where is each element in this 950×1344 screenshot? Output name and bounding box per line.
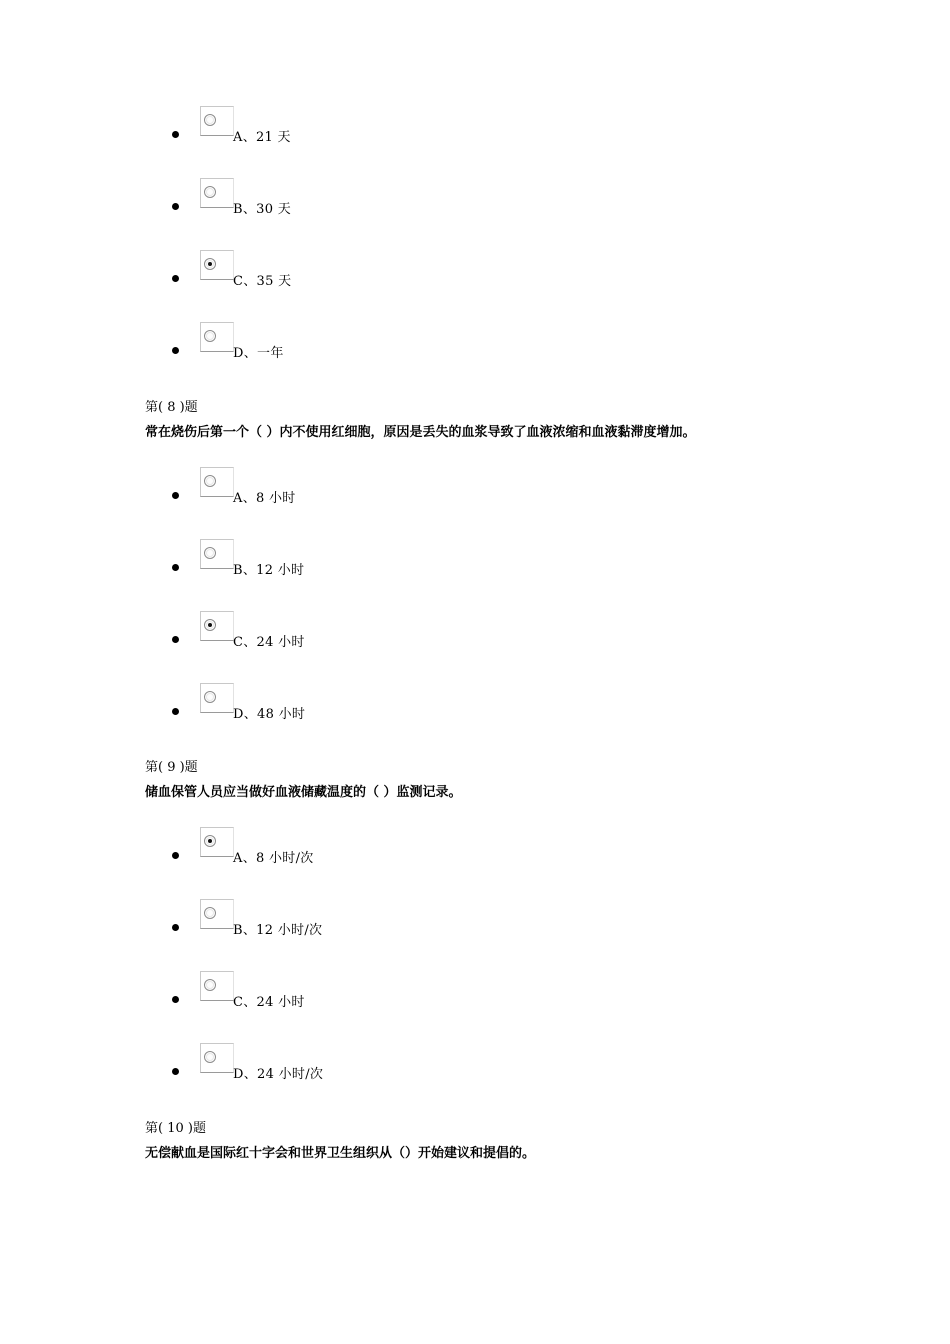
radio-box[interactable] xyxy=(200,899,234,929)
option-label: D、48 小时 xyxy=(233,707,306,722)
option-q7-d[interactable] xyxy=(172,322,672,362)
radio-box[interactable] xyxy=(200,1043,234,1073)
option-q7-a[interactable] xyxy=(172,106,672,146)
question-text: 常在烧伤后第一个（ ）内不使用红细胞，原因是丢失的血浆导致了血液浓缩和血液黏滞度增加。 xyxy=(145,425,696,440)
bullet xyxy=(172,996,179,1003)
bullet xyxy=(172,131,179,138)
radio-dot xyxy=(208,623,212,627)
bullet xyxy=(172,924,179,931)
question-number: 第( 8 )题 xyxy=(145,400,198,415)
option-q8-d[interactable] xyxy=(172,683,672,723)
bullet xyxy=(172,347,179,354)
question-text: 储血保管人员应当做好血液储藏温度的（ ）监测记录。 xyxy=(145,785,462,800)
option-q7-c[interactable] xyxy=(172,250,672,290)
radio-button-selected[interactable] xyxy=(204,258,216,270)
bullet xyxy=(172,492,179,499)
question-number: 第( 10 )题 xyxy=(145,1121,206,1136)
radio-button[interactable] xyxy=(204,979,216,991)
option-label: A、8 小时 xyxy=(233,491,296,506)
radio-button[interactable] xyxy=(204,907,216,919)
option-label: C、35 天 xyxy=(233,274,292,289)
radio-button[interactable] xyxy=(204,330,216,342)
radio-box[interactable] xyxy=(200,178,234,208)
radio-box[interactable] xyxy=(200,250,234,280)
option-label: A、8 小时/次 xyxy=(233,851,314,866)
option-q8-b[interactable] xyxy=(172,539,672,579)
radio-button[interactable] xyxy=(204,1051,216,1063)
radio-button-selected[interactable] xyxy=(204,619,216,631)
radio-button[interactable] xyxy=(204,691,216,703)
bullet xyxy=(172,1068,179,1075)
bullet xyxy=(172,708,179,715)
option-label: B、12 小时/次 xyxy=(233,923,323,938)
question-number: 第( 9 )题 xyxy=(145,760,198,775)
radio-button[interactable] xyxy=(204,114,216,126)
radio-box[interactable] xyxy=(200,106,234,136)
bullet xyxy=(172,203,179,210)
radio-button-selected[interactable] xyxy=(204,835,216,847)
radio-box[interactable] xyxy=(200,683,234,713)
radio-box[interactable] xyxy=(200,539,234,569)
radio-box[interactable] xyxy=(200,827,234,857)
radio-button[interactable] xyxy=(204,475,216,487)
option-q8-c[interactable] xyxy=(172,611,672,651)
option-q9-b[interactable] xyxy=(172,899,672,939)
bullet xyxy=(172,852,179,859)
option-q8-a[interactable] xyxy=(172,467,672,507)
option-label: C、24 小时 xyxy=(233,635,305,650)
bullet xyxy=(172,636,179,643)
option-label: B、30 天 xyxy=(233,202,292,217)
radio-button[interactable] xyxy=(204,186,216,198)
option-q9-a[interactable] xyxy=(172,827,672,867)
option-label: C、24 小时 xyxy=(233,995,305,1010)
option-label: B、12 小时 xyxy=(233,563,305,578)
radio-button[interactable] xyxy=(204,547,216,559)
bullet xyxy=(172,564,179,571)
option-label: D、24 小时/次 xyxy=(233,1067,324,1082)
option-label: D、一年 xyxy=(233,346,284,361)
radio-dot xyxy=(208,839,212,843)
option-q7-b[interactable] xyxy=(172,178,672,218)
bullet xyxy=(172,275,179,282)
option-q9-d[interactable] xyxy=(172,1043,672,1083)
radio-box[interactable] xyxy=(200,322,234,352)
radio-dot xyxy=(208,262,212,266)
option-q9-c[interactable] xyxy=(172,971,672,1011)
radio-box[interactable] xyxy=(200,467,234,497)
radio-box[interactable] xyxy=(200,611,234,641)
question-text: 无偿献血是国际红十字会和世界卫生组织从（）开始建议和提倡的。 xyxy=(145,1146,536,1161)
option-label: A、21 天 xyxy=(233,130,291,145)
radio-box[interactable] xyxy=(200,971,234,1001)
